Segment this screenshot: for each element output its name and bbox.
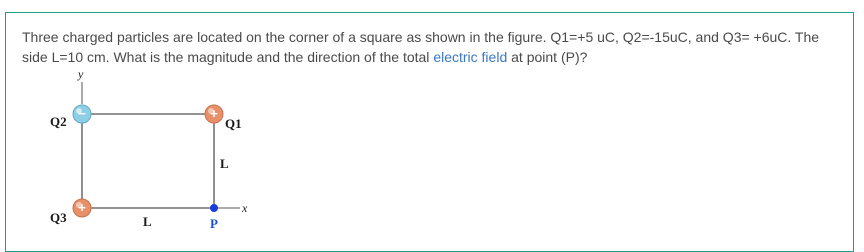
q1-label: Q1 [225, 116, 242, 131]
q1-sign: + [210, 106, 218, 121]
x-axis-label: x [242, 201, 248, 215]
q3-label: Q3 [50, 210, 67, 225]
q2-negative-charge [73, 105, 91, 123]
question-text-main: Three charged particles are located on the corner of a square as shown in the figure. Q1=+5 uC, Q2=-15uC, and Q3= +6uC. The side L=10 cm. What is the magnitude and the direction of the total [22, 29, 820, 65]
q2-sign: − [78, 106, 86, 121]
point-p-marker [210, 204, 218, 212]
side-length-label-bottom: L [143, 214, 152, 229]
q2-label: Q2 [50, 114, 67, 129]
q3-sign: + [78, 200, 86, 215]
q1-positive-charge [205, 105, 223, 123]
q3-positive-charge [73, 199, 91, 217]
question-text-end: at point (P)? [507, 49, 588, 65]
side-length-label-right: L [220, 156, 229, 171]
point-p-label: P [210, 216, 218, 231]
y-axis-label: y [78, 67, 84, 81]
electric-field-term: electric field [433, 49, 508, 65]
